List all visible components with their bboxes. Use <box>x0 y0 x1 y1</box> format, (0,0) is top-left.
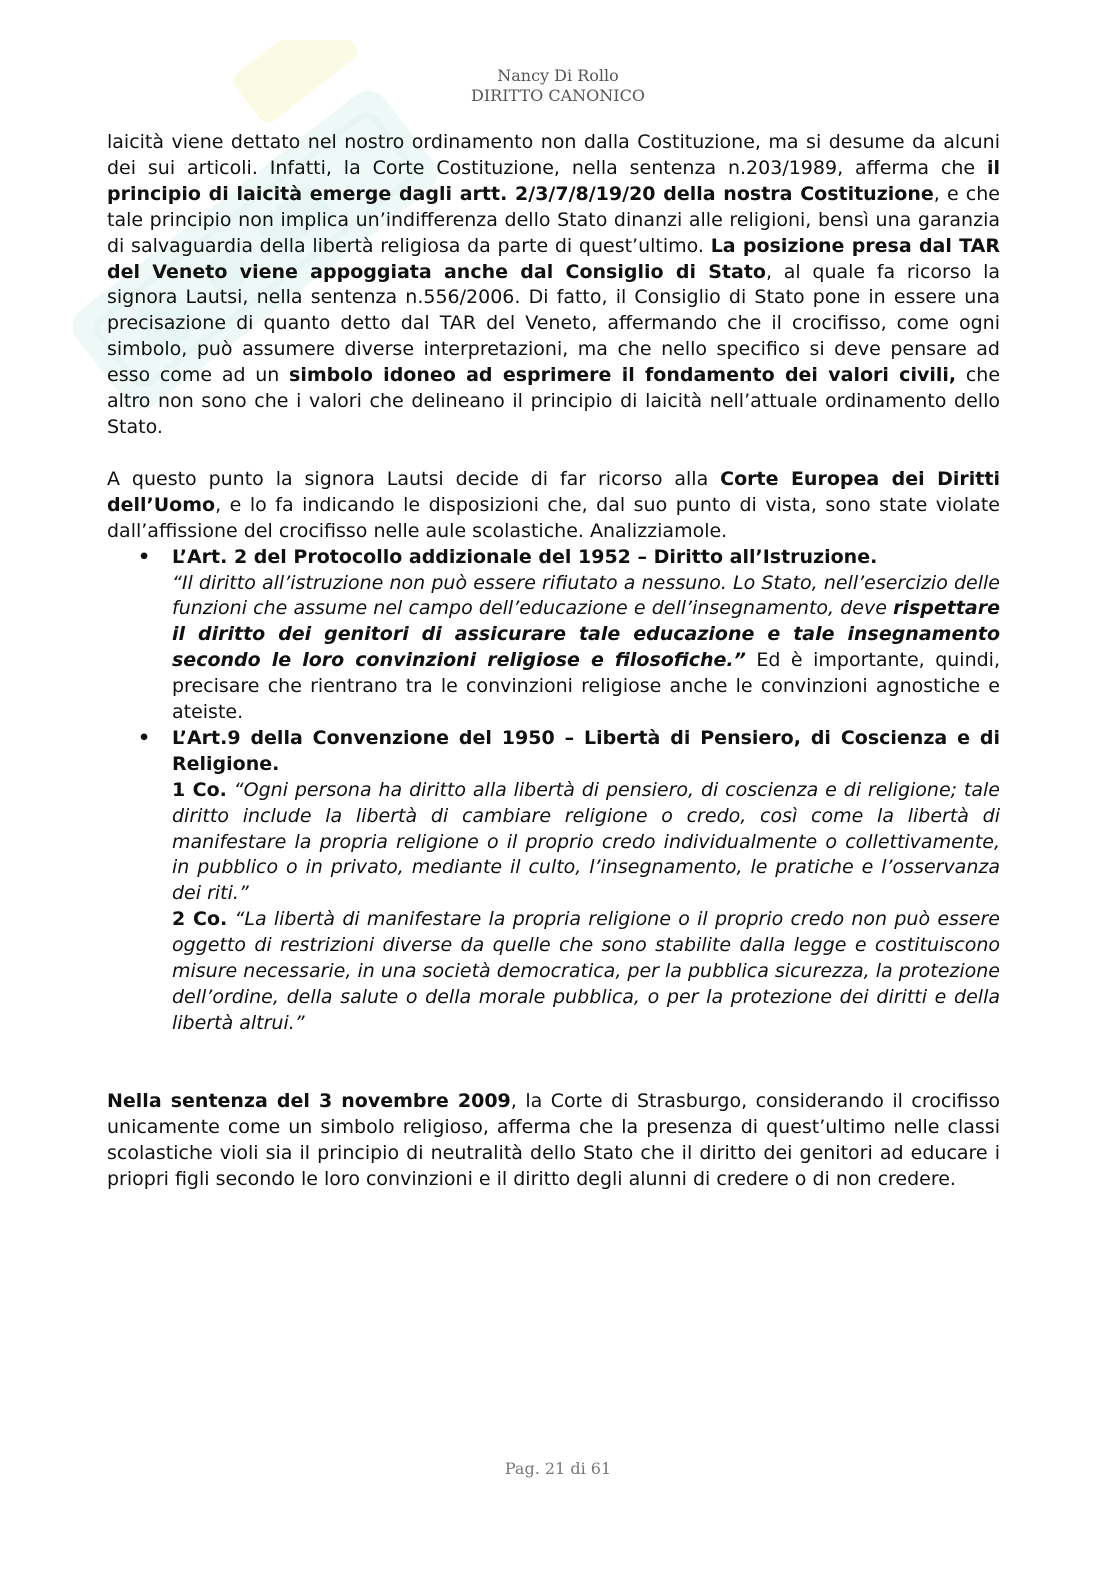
paragraph-lautsi-ricorso: A questo punto la signora Lautsi decide di far ricorso alla Corte Europea dei Diritti dell’Uomo, e lo fa indicando le disposizioni che, dal suo punto di vista, sono state violate dall’affissione del crocifisso nelle aule scolastiche. Analizziamole. <box>107 467 1000 542</box>
bold-phrase: simbolo idoneo ad esprimere il fondamento dei valori civili, <box>289 364 957 387</box>
bullet-icon: • <box>138 726 151 749</box>
page-number: Pag. 21 di 61 <box>504 1459 612 1478</box>
bold-phrase: il principio di laicità emerge dagli artt. 2/3/7/8/19/20 della nostra Costituzione <box>107 156 1000 205</box>
page-header <box>0 66 1116 106</box>
paragraph-strasburgo: Nella sentenza del 3 novembre 2009, la Corte di Strasburgo, considerando il crocifisso unicamente come un simbolo religioso, afferma che la presenza di quest’ultimo nelle classi scolastiche violi sia il principio di neutralità dello Stato che il diritto dei genitori ad educare i priopri figli secondo le loro convinzioni e il diritto degli alunni di credere o di non credere. <box>107 1089 1000 1190</box>
list-item-title: L’Art.9 della Convenzione del 1950 – Libertà di Pensiero, di Coscienza e di Religione. <box>172 726 1000 775</box>
list-item: • L’Art. 2 del Protocollo addizionale del 1952 – Diritto all’Istruzione. “Il diritto all’istruzione non può essere rifiutato a nessuno. Lo Stato, nell’esercizio delle funzioni che assume nel campo dell’educazione e dell’insegnamento, deve rispettare il diritto dei genitori di assicurare tale educazione e tale insegnamento secondo le loro convinzioni religiose e filosofiche.” Ed è importante, quindi, precisare che rientrano tra le convinzioni religiose anche le convinzioni agnostiche e ateiste. <box>138 545 1000 724</box>
list-item: • L’Art.9 della Convenzione del 1950 – Libertà di Pensiero, di Coscienza e di Religione. 1 Co. “Ogni persona ha diritto alla libertà di pensiero, di coscienza e di religione; tale diritto include la libertà di cambiare religione o credo, così come la libertà di manifestare la propria religione o il proprio credo individualmente o collettivamente, in pubblico o in privato, mediante il culto, l’insegnamento, le pratiche e l’osservanza dei riti.” 2 Co. “La libertà di manifestare la propria religione o il proprio credo non può essere oggetto di restrizioni diverse da quelle che sono stabilite dalla legge e costituiscono misure necessarie, in una società democratica, per la pubblica sicurezza, la protezione dell’ordine, della salute o della morale pubblica, o per la protezione dei diritti e della libertà altrui.” <box>138 726 1001 1034</box>
header-author: Nancy Di Rollo <box>497 66 619 85</box>
header-course: DIRITTO CANONICO <box>471 86 645 105</box>
bold-quote: rispettare il diritto dei genitori di assicurare tale educazione e tale insegnamento secondo le loro convinzioni religiose e filosofiche.” <box>172 597 1000 672</box>
comma-label: 2 Co. <box>172 908 228 931</box>
paragraph-laicita: laicità viene dettato nel nostro ordinamento non dalla Costituzione, ma si desume da alcuni dei sui articoli. Infatti, la Corte Costituzione, nella sentenza n.203/1989, afferma che il principio di laicità emerge dagli artt. 2/3/7/8/19/20 della nostra Costituzione, e che tale principio non implica un’indifferenza dello Stato dinanzi alle religioni, bensì una garanzia di salvaguardia della libertà religiosa da parte di quest’ultimo. La posizione presa dal TAR del Veneto viene appoggiata anche dal Consiglio di Stato, al quale fa ricorso la signora Lautsi, nella sentenza n.556/2006. Di fatto, il Consiglio di Stato pone in essere una precisazione di quanto detto dal TAR del Veneto, affermando che il crocifisso, come ogni simbolo, può assumere diverse interpretazioni, ma che nello specifico si deve pensare ad esso come ad un simbolo idoneo ad esprimere il fondamento dei valori civili, che altro non sono che i valori che delineano il principio di laicità nell’attuale ordinamento dello Stato. <box>107 131 1001 438</box>
document-body <box>107 130 1000 1192</box>
list-item-title: L’Art. 2 del Protocollo addizionale del 1952 – Diritto all’Istruzione. <box>172 545 878 568</box>
bold-phrase: Corte Europea dei Diritti dell’Uomo <box>107 467 1000 516</box>
bold-phrase: La posizione presa dal TAR del Veneto viene appoggiata anche dal Consiglio di Stato <box>107 234 1000 283</box>
violated-provisions-list <box>107 545 1000 1037</box>
comma-label: 1 Co. <box>172 778 227 801</box>
bullet-icon: • <box>138 545 151 568</box>
bold-phrase: Nella sentenza del 3 novembre 2009 <box>107 1089 511 1112</box>
